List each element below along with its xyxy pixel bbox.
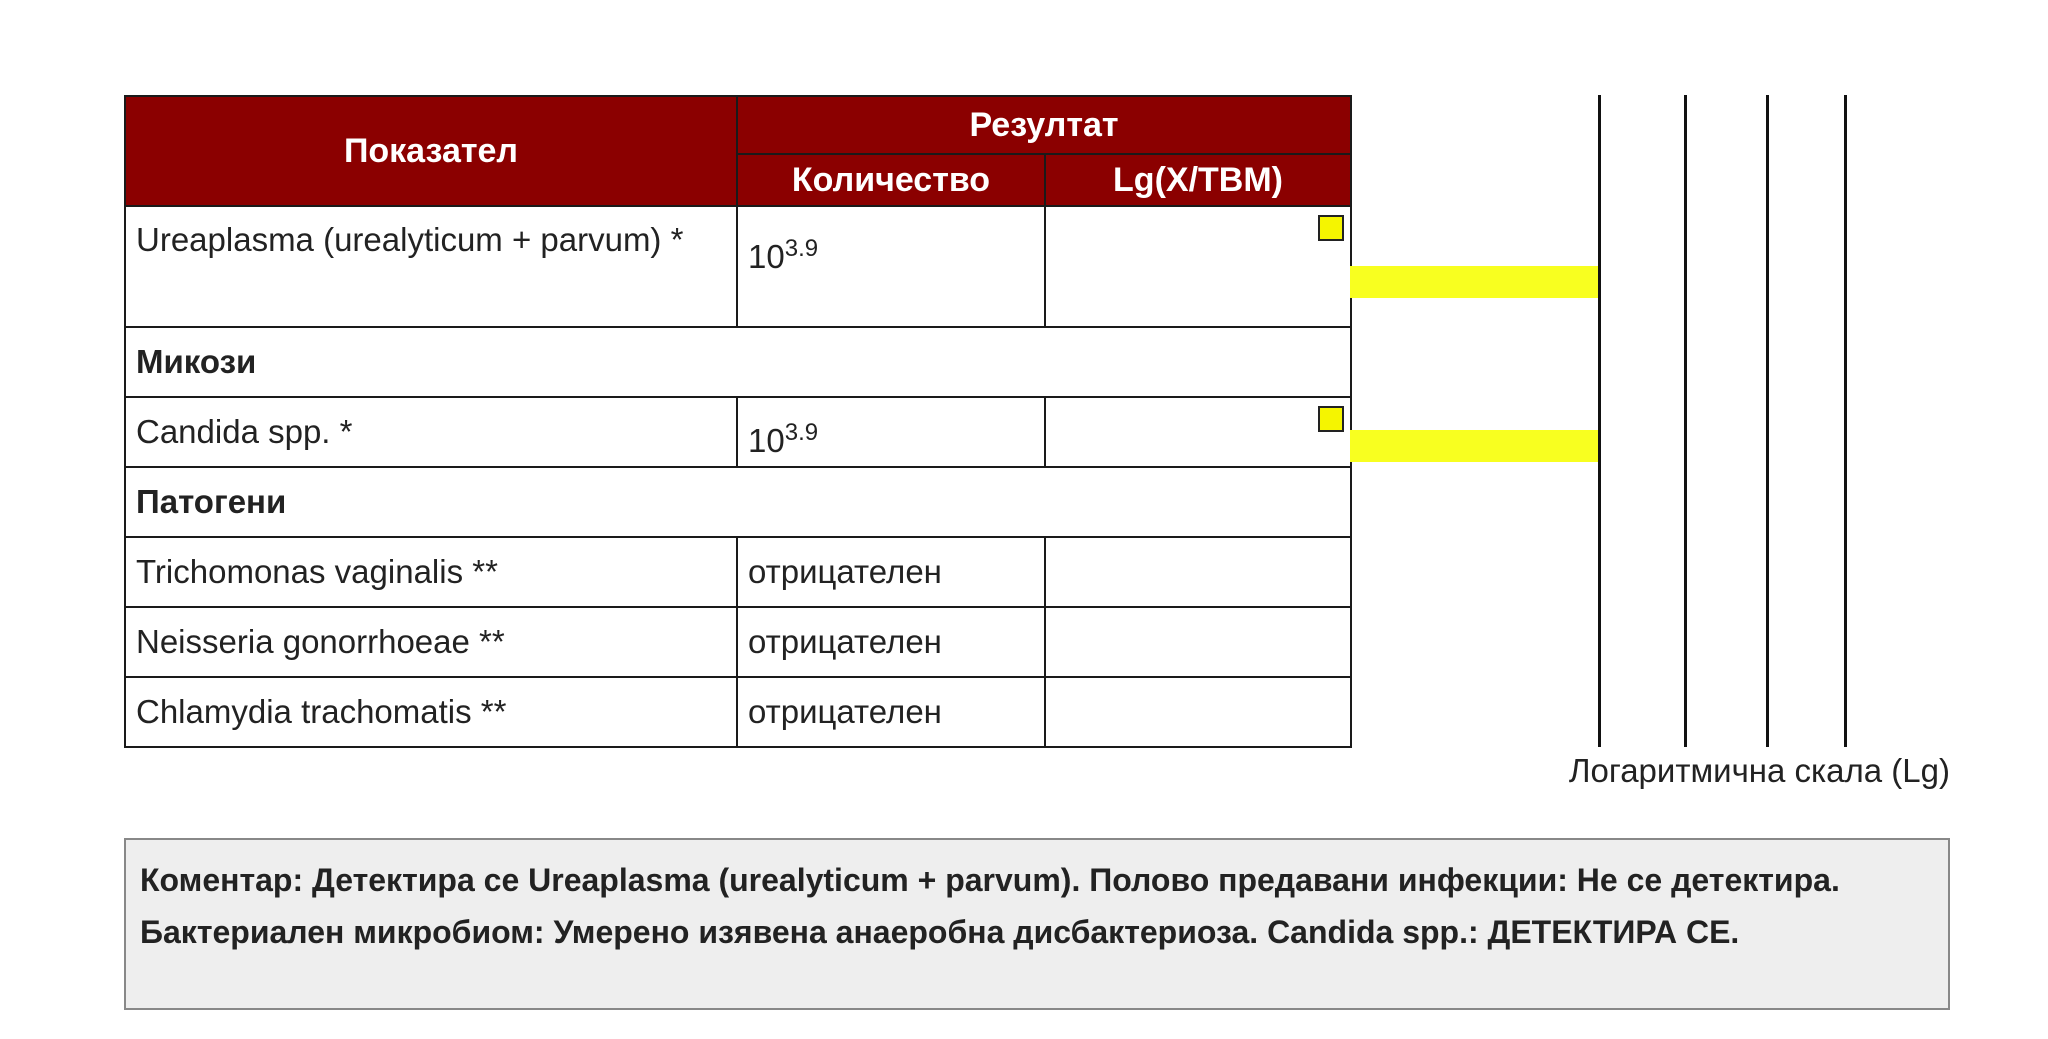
result-header: Резултат <box>737 96 1351 154</box>
indicator-name: Trichomonas vaginalis ** <box>125 537 737 607</box>
table-row <box>125 677 1351 747</box>
section-row <box>125 327 1351 397</box>
lg-cell <box>1045 677 1351 747</box>
table-row <box>125 537 1351 607</box>
quantity-value: отрицателен <box>737 677 1045 747</box>
lg-header: Lg(X/ТВМ) <box>1045 154 1351 206</box>
lg-cell <box>1045 607 1351 677</box>
comment-box: Коментар: Детектира се Ureaplasma (urealyticum + parvum). Полово предавани инфекции: Не се детектира. Бактериален микробиом: Умерено изявена анаеробна дисбактериоза. Candida spp.: ДЕТЕКТИРА СЕ. <box>124 838 1950 1010</box>
lg-cell <box>1045 537 1351 607</box>
table-row <box>125 206 1351 327</box>
scale-gridline <box>1766 95 1769 747</box>
indicator-header: Показател <box>125 96 737 206</box>
indicator-name: Candida spp. * <box>125 397 737 467</box>
section-title: Патогени <box>125 467 1351 537</box>
scale-label: Логаритмична скала (Lg) <box>1568 752 1950 789</box>
indicator-name: Chlamydia trachomatis ** <box>125 677 737 747</box>
quantity-value: отрицателен <box>737 607 1045 677</box>
lg-bar-candida <box>1350 430 1600 462</box>
section-title: Микози <box>125 327 1351 397</box>
table-row <box>125 397 1351 467</box>
scale-gridline <box>1598 95 1601 747</box>
lg-cell <box>1045 206 1351 327</box>
quantity-value: $10^{3.9}$ <box>737 397 1045 467</box>
quantity-value: отрицателен <box>737 537 1045 607</box>
lg-cell <box>1045 397 1351 467</box>
section-row <box>125 467 1351 537</box>
indicator-name: Ureaplasma (urealyticum + parvum) * <box>125 206 737 327</box>
quantity-value: $10^{3.9}$ <box>737 206 1045 327</box>
marker-square <box>1318 406 1344 432</box>
results-table <box>124 95 1352 748</box>
indicator-name: Neisseria gonorrhoeae ** <box>125 607 737 677</box>
lg-bar-ureaplasma <box>1350 266 1600 298</box>
table-row <box>125 607 1351 677</box>
marker-square <box>1318 215 1344 241</box>
scale-gridline <box>1844 95 1847 747</box>
scale-gridline <box>1684 95 1687 747</box>
quantity-header: Количество <box>737 154 1045 206</box>
